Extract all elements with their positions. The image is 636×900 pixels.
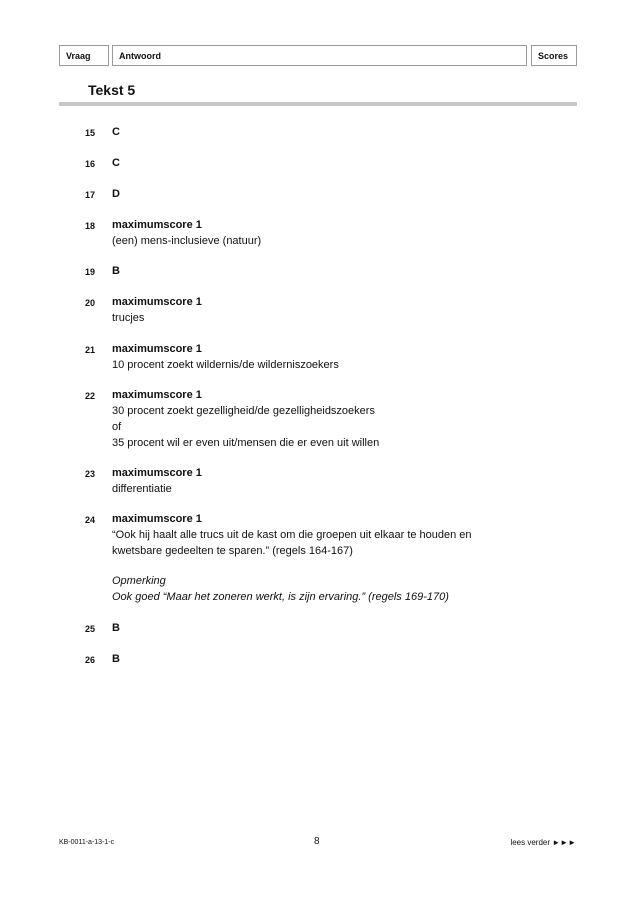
- answer-line: (een) mens-inclusieve (natuur): [112, 235, 262, 247]
- question-number: 23: [85, 469, 96, 479]
- question-number: 15: [85, 128, 96, 138]
- section-title: Tekst 5: [88, 82, 136, 98]
- question-number: 19: [85, 267, 96, 277]
- question-number: 21: [85, 345, 96, 355]
- exam-code: KB-0011-a-13-1-c: [59, 839, 115, 846]
- answer: C: [112, 157, 120, 169]
- answer-line: differentiatie: [112, 483, 172, 495]
- answer-line: trucjes: [112, 312, 145, 324]
- max-score: maximumscore 1: [112, 467, 202, 479]
- answer-line: 10 procent zoekt wildernis/de wilderniszoekers: [112, 359, 339, 371]
- question-number: 26: [85, 655, 96, 665]
- answer: B: [112, 265, 120, 277]
- remark-label: Opmerking: [112, 575, 166, 587]
- max-score: maximumscore 1: [112, 343, 202, 355]
- max-score: maximumscore 1: [112, 219, 202, 231]
- answer: B: [112, 653, 120, 665]
- continue-label: lees verder ►►►: [510, 838, 576, 847]
- question-number: 17: [85, 190, 96, 200]
- question-number: 16: [85, 159, 96, 169]
- header-scores: Scores: [531, 45, 577, 66]
- answer: B: [112, 622, 120, 634]
- header-antwoord: Antwoord: [112, 45, 527, 66]
- max-score: maximumscore 1: [112, 513, 202, 525]
- header-vraag: Vraag: [59, 45, 109, 66]
- answer-line: of: [112, 421, 122, 433]
- answer: C: [112, 126, 120, 138]
- question-number: 24: [85, 515, 96, 525]
- answer-line: 35 procent wil er even uit/mensen die er even uit willen: [112, 437, 380, 449]
- max-score: maximumscore 1: [112, 296, 202, 308]
- answer-line: kwetsbare gedeelten te sparen.” (regels 164-167): [112, 545, 353, 557]
- question-number: 22: [85, 391, 96, 401]
- answer-line: 30 procent zoekt gezelligheid/de gezelligheidszoekers: [112, 405, 375, 417]
- question-number: 20: [85, 298, 96, 308]
- remark-text: Ook goed “Maar het zoneren werkt, is zijn ervaring.” (regels 169-170): [112, 591, 449, 603]
- answer: D: [112, 188, 120, 200]
- max-score: maximumscore 1: [112, 389, 202, 401]
- question-number: 25: [85, 624, 96, 634]
- question-number: 18: [85, 221, 96, 231]
- section-divider: [59, 102, 577, 106]
- page-number: 8: [314, 836, 320, 847]
- answer-line: “Ook hij haalt alle trucs uit de kast om die groepen uit elkaar te houden en: [112, 529, 472, 541]
